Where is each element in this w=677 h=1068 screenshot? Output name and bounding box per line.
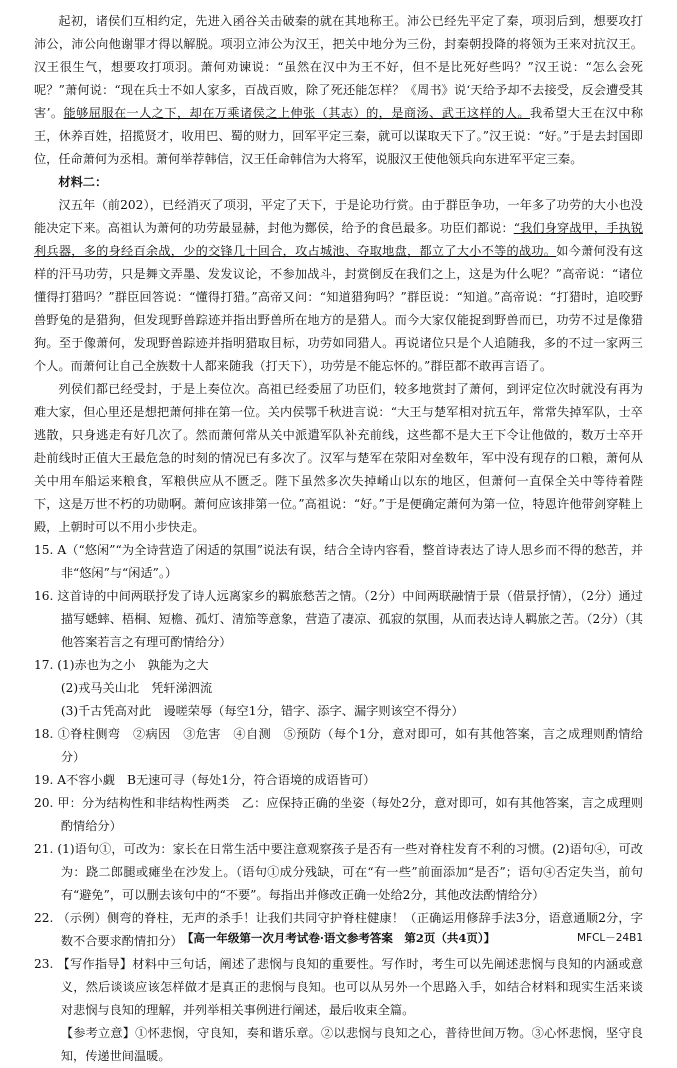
answer-23-ideas: 【参考立意】①怀悲悯，守良知，奏和谐乐章。②以悲悯与良知之心，普待世间万物。③心怀悲悯，坚守良知，传递世间温暖。 [60, 1026, 643, 1063]
translation-2a: 汉五年（前202），已经消灭了项羽，平定了天下，于是论功行赏。由于群臣争功，一年多了功劳的大小也没能决定下来。高祖认为萧何的功劳最显赫，封他为酂侯，给予的食邑最多。功臣们都说： [34, 198, 643, 235]
translation-1a: 起初，诸侯们互相约定，先进入函谷关击破秦的就在其地称王。沛公已经先平定了秦，项羽后到，想要攻打沛公，沛公向他谢罪才得以解脱。项羽立沛公为汉王，把关中地分为三份，封秦朝投降的将领为王来对抗汉王。汉王很生气，想要攻打项羽。萧何劝谏说：“虽然在汉中为王不好，但不是比死好些吗？”汉王说：“怎么会死呢？”萧何说：“现在兵士不如人家多，百战百败，除了死还能怎样？《周书》说‘天给予却不去接受，反会遭受其害’。 [34, 14, 643, 120]
answer-17-2: (2)戎马关山北 凭轩涕泗流 [60, 681, 213, 695]
translation-2-underlined: “我们身穿战甲，手执锐利兵器，多的身经百余战，少的交锋几十回合，攻占城池、夺取地盘，都立了大小不等的战功。 [34, 221, 644, 258]
answer-19: 19. A不容小觑 B无速可寻（每处1分，符合语境的成语皆可） [34, 773, 376, 787]
translation-1b: 我希望大王在汉中称王，休养百姓，招揽贤才，收用巴、蜀的财力，回军平定三秦，就可以谋取天下了。”汉王说：“好。”于是去封国即位，任命萧何为丞相。萧何举荐韩信，汉王任命韩信为大将军，说服汉王使他领兵向东进军平定三秦。 [34, 106, 644, 166]
translation-paragraph-1 [34, 10, 643, 171]
answer-15: 15. A（“悠闲”“为全诗营造了闲适的氛围”说法有误，结合全诗内容看，整首诗表达了诗人思乡而不得的愁苦，并非“悠闲”与“闲适”。） [34, 543, 643, 580]
answer-17-3: (3)千古凭高对此 谩嗟荣辱（每空1分，错字、添字、漏字则该空不得分） [60, 704, 464, 718]
footer-code: MFCL－24B1 [576, 932, 643, 944]
material-2-heading: 材料二： [58, 175, 108, 189]
answer-16: 16. 这首诗的中间两联抒发了诗人远离家乡的羁旅愁苦之情。（2分）中间两联融情于景（借景抒情），（2分）通过描写蟋蟀、梧桐、短檐、孤灯、清笳等意象，营造了凄凉、孤寂的氛围，从而表达诗人羁旅之苦。（2分）（其他答案若言之有理可酌情给分） [34, 589, 643, 649]
answer-17-1: 17. (1)赤也为之小 孰能为之大 [34, 658, 209, 672]
answer-23-guide: 23. 【写作指导】材料中三句话，阐述了悲悯与良知的重要性。写作时，考生可以先阐述悲悯与良知的内涵或意义，然后谈谈应该怎样做才是真正的悲悯与良知。也可以从另外一个思路入手，如结合材料和现实生活来谈对悲悯与良知的理解，并列举相关事例进行阐述，最后收束全篇。 [34, 957, 643, 1017]
translation-paragraph-3: 列侯们都已经受封，于是上奏位次。高祖已经委屈了功臣们，较多地赏封了萧何，到评定位次时就没有再为难大家，但心里还是想把萧何排在第一位。关内侯鄂千秋进言说：“大王与楚军相对抗五年，常常失掉军队，士卒逃散，只身逃走有好几次了。然而萧何常从关中派遣军队补充前线，这些都不是大王下令让他做的，数万士卒开赴前线时正值大王最危急的时刻的情况已有多次了。汉军与楚军在荥阳对垒数年，军中没有现存的口粮，萧何从关中用车船运来粮食，军粮供应从不匮乏。陛下虽然多次失掉崤山以东的地区，但萧何一直保全关中等待着陛下，这是万世不朽的功勋啊。萧何应该排第一位。”高祖说：“好。”于是便确定萧何为第一位，特恩许他带剑穿鞋上殿，上朝时可以不用小步快走。 [34, 382, 643, 534]
answer-21: 21. (1)语句①，可改为：家长在日常生活中要注意观察孩子是否有一些对脊柱发育不利的习惯。(2)语句④，可改为：跷二郎腿或瘫坐在沙发上。（语句①成分残缺，可在“有一些”前面添加“是否”；语句④否定失当，前句有“避免”，可以删去该句中的“不要”。每指出并修改正确一处给2分，其他改法酌情给分） [34, 842, 643, 902]
translation-2b: 如今萧何没有这样的汗马功劳，只是舞文弄墨、发发议论，不参加战斗，封赏倒反在我们之上，这是为什么呢？”高帝说：“诸位懂得打猎吗？”群臣回答说：“懂得打猎。”高帝又问：“知道猎狗吗？”群臣说：“知道。”高帝说：“打猎时，追咬野兽野兔的是猎狗，但发现野兽踪迹并指出野兽所在地方的是猎人。而今大家仅能捉到野兽而已，功劳不过是像猎狗。至于像萧何，发现野兽踪迹并指明猎取目标，功劳如同猎人。再说诸位只是个人追随我，多的不过一家两三个人。而萧何让自己全族数十人都来随我（打天下），功劳是不能忘怀的。”群臣都不敢再言语了。 [34, 244, 644, 373]
page-footer [34, 930, 643, 946]
answer-22: 22. （示例）侧弯的脊柱，无声的杀手！让我们共同守护脊柱健康！（正确运用修辞手法3分，语意通顺2分，字数不合要求酌情扣分） [34, 911, 643, 948]
translation-paragraph-2 [34, 194, 643, 378]
translation-1-underlined: 能够屈服在一人之下，却在万乘诸侯之上伸张（其志）的，是商汤、武王这样的人。 [63, 106, 530, 120]
answer-18: 18. ①脊柱侧弯 ②病因 ③危害 ④自测 ⑤预防（每个1分，意对即可，如有其他答案，言之成理则酌情给分） [34, 727, 643, 764]
answer-20: 20. 甲：分为结构性和非结构性两类 乙：应保持正确的坐姿（每处2分，意对即可，如有其他答案，言之成理则酌情给分） [34, 796, 643, 833]
footer-title: 【高一年级第一次月考试卷·语文参考答案 第2页（共4页）】 [181, 931, 496, 945]
